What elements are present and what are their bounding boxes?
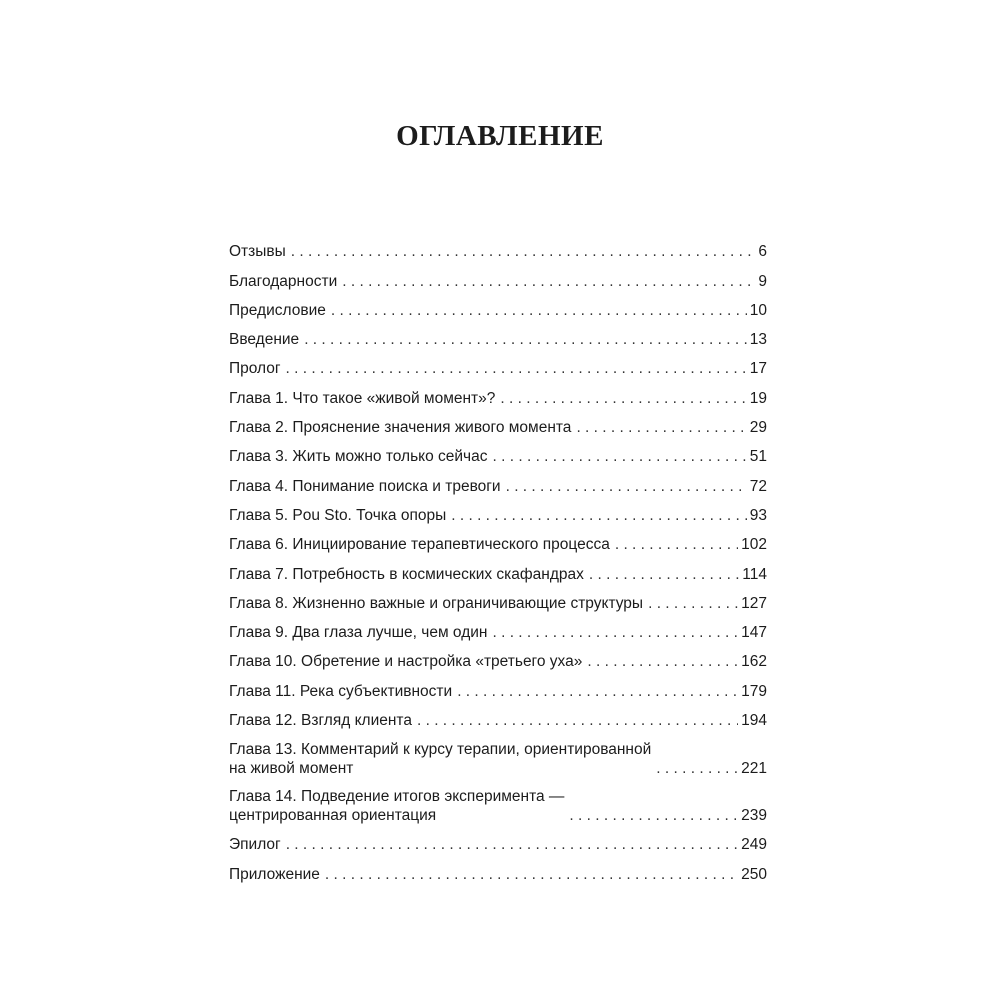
toc-entry: [229, 261, 767, 290]
toc-entry: [229, 584, 767, 613]
toc-entry-page: 13: [749, 331, 767, 349]
table-of-contents: [229, 232, 767, 884]
toc-leader-dots: [304, 330, 747, 349]
toc-leader-dots: [457, 682, 738, 701]
toc-leader-dots: [576, 418, 746, 437]
toc-leader-dots: [417, 711, 738, 730]
toc-entry: [229, 671, 767, 700]
toc-entry-title: Глава 4. Понимание поиска и тревоги: [229, 477, 501, 495]
toc-entry: [229, 554, 767, 583]
toc-entry-title: [229, 787, 564, 825]
toc-entry-title: Глава 2. Прояснение значения живого момента: [229, 419, 572, 437]
toc-leader-dots: [331, 301, 747, 320]
toc-entry-page: 10: [749, 301, 767, 319]
toc-leader-dots: [656, 759, 738, 778]
toc-entry: [229, 854, 767, 883]
toc-entry-title: Глава 1. Что такое «живой момент»?: [229, 389, 496, 407]
toc-entry-page: 17: [749, 360, 767, 378]
toc-entry-page: 72: [749, 477, 767, 495]
toc-entry: [229, 349, 767, 378]
toc-entry-page: 194: [741, 712, 767, 730]
toc-leader-dots: [342, 272, 755, 291]
toc-entry-title: Глава 10. Обретение и настройка «третьего уха»: [229, 653, 583, 671]
toc-entry-page: 147: [741, 624, 767, 642]
toc-entry-title: Эпилог: [229, 836, 281, 854]
toc-entry-page: 239: [741, 807, 767, 825]
toc-entry-page: 6: [758, 243, 767, 261]
toc-entry: [229, 466, 767, 495]
page-title: ОГЛАВЛЕНИЕ: [396, 120, 604, 152]
toc-leader-dots: [506, 477, 747, 496]
toc-entry-title: Глава 11. Река субъективности: [229, 682, 453, 700]
toc-entry-page: 249: [741, 836, 767, 854]
toc-entry-title: Благодарности: [229, 272, 338, 290]
toc-entry-title-line: на живой момент: [229, 759, 354, 777]
toc-entry-title-line: Глава 13. Комментарий к курсу терапии, ориентированной: [229, 740, 652, 758]
toc-entry: [229, 408, 767, 437]
toc-entry-page: 221: [741, 759, 767, 777]
toc-entry: [229, 701, 767, 730]
toc-leader-dots: [286, 835, 738, 854]
toc-entry-title: Приложение: [229, 865, 320, 883]
toc-entry: [229, 730, 767, 778]
toc-entry-page: 162: [741, 653, 767, 671]
toc-entry: [229, 525, 767, 554]
toc-entry-page: 51: [749, 448, 767, 466]
toc-leader-dots: [500, 389, 746, 408]
toc-entry-page: 19: [749, 389, 767, 407]
toc-entry: [229, 378, 767, 407]
toc-leader-dots: [286, 359, 747, 378]
toc-entry: [229, 778, 767, 826]
toc-entry-title: Глава 3. Жить можно только сейчас: [229, 448, 488, 466]
toc-entry-title: Глава 12. Взгляд клиента: [229, 712, 412, 730]
toc-entry-page: 29: [749, 419, 767, 437]
toc-leader-dots: [325, 865, 738, 884]
toc-entry: [229, 320, 767, 349]
toc-leader-dots: [648, 594, 738, 613]
toc-entry-title-line: центрированная ориентация: [229, 807, 437, 825]
toc-entry-title: Пролог: [229, 360, 281, 378]
toc-entry-title: Глава 7. Потребность в космических скафандрах: [229, 565, 584, 583]
toc-entry-title: [229, 740, 651, 778]
toc-entry: [229, 613, 767, 642]
toc-entry: [229, 232, 767, 261]
toc-entry-title: Отзывы: [229, 243, 286, 261]
toc-leader-dots: [569, 806, 738, 825]
toc-entry-page: 127: [741, 594, 767, 612]
toc-entry-title-line: Глава 14. Подведение итогов эксперимента —: [229, 788, 565, 806]
toc-entry-title: Предисловие: [229, 301, 326, 319]
toc-entry: [229, 825, 767, 854]
toc-leader-dots: [587, 652, 738, 671]
toc-entry-page: 93: [749, 506, 767, 524]
toc-leader-dots: [492, 623, 738, 642]
toc-leader-dots: [291, 242, 756, 261]
toc-entry-page: 250: [741, 865, 767, 883]
toc-entry-title: Глава 8. Жизненно важные и ограничивающие структуры: [229, 594, 644, 612]
toc-entry-title: Глава 5. Pou Sto. Точка опоры: [229, 506, 447, 524]
toc-entry-page: 9: [758, 272, 767, 290]
toc-entry: [229, 437, 767, 466]
toc-leader-dots: [615, 535, 738, 554]
toc-entry-page: 179: [741, 682, 767, 700]
toc-leader-dots: [493, 447, 747, 466]
toc-entry: [229, 291, 767, 320]
toc-leader-dots: [451, 506, 747, 525]
toc-leader-dots: [589, 565, 739, 584]
toc-entry-page: 114: [742, 565, 767, 583]
toc-entry-title: Глава 6. Инициирование терапевтического процесса: [229, 536, 610, 554]
toc-entry-page: 102: [741, 536, 767, 554]
toc-entry: [229, 642, 767, 671]
toc-entry-title: Глава 9. Два глаза лучше, чем один: [229, 624, 488, 642]
toc-entry: [229, 496, 767, 525]
toc-entry-title: Введение: [229, 331, 300, 349]
